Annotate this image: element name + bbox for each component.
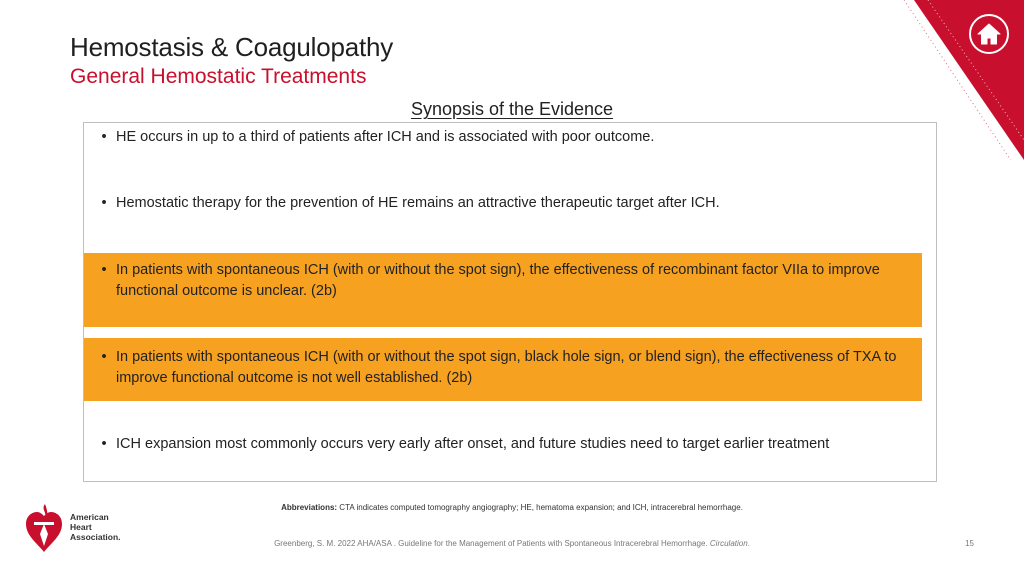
evidence-item xyxy=(84,434,922,466)
logo-wordmark xyxy=(70,512,121,542)
slide-title: Hemostasis & Coagulopathy xyxy=(70,32,394,62)
page-number: 15 xyxy=(965,539,974,548)
logo-line: American xyxy=(70,512,109,522)
abbreviations-text: CTA indicates computed tomography angiography; HE, hematoma expansion; and ICH, intracerebral hemorrhage. xyxy=(337,503,743,512)
logo-line: Heart xyxy=(70,522,92,532)
abbreviations-note xyxy=(0,503,1024,512)
evidence-text: In patients with spontaneous ICH (with or without the spot sign), the effectiveness of recombinant factor VIIa to improve functional outcome is unclear. (2b) xyxy=(116,262,880,299)
evidence-text: In patients with spontaneous ICH (with or without the spot sign, black hole sign, or blend sign), the effectiveness of TXA to improve functional outcome is not well established. (2b) xyxy=(116,349,897,386)
evidence-text: ICH expansion most commonly occurs very early after onset, and future studies need to target earlier treatment xyxy=(116,436,830,452)
home-icon xyxy=(976,22,1002,46)
bullet: • xyxy=(101,349,107,365)
home-button[interactable] xyxy=(969,14,1009,54)
evidence-text: Hemostatic therapy for the prevention of HE remains an attractive therapeutic target after ICH. xyxy=(116,195,720,211)
logo-line: Association. xyxy=(70,532,121,542)
evidence-item xyxy=(84,193,922,225)
slide-subtitle: General Hemostatic Treatments xyxy=(70,65,367,88)
citation-journal: Circulation xyxy=(709,539,748,548)
evidence-item xyxy=(84,127,922,159)
evidence-box xyxy=(83,122,937,482)
bullet: • xyxy=(101,129,107,145)
bullet: • xyxy=(101,195,107,211)
bullet: • xyxy=(101,262,107,278)
citation-text: Greenberg, S. M. 2022 AHA/ASA . Guideline for the Management of Patients with Spontaneous Intracerebral Hemorrhage. xyxy=(274,539,710,548)
evidence-item-highlighted xyxy=(84,338,922,401)
citation-end: . xyxy=(747,539,750,548)
citation xyxy=(0,539,1024,548)
bullet: • xyxy=(101,436,107,452)
evidence-item-highlighted xyxy=(84,253,922,327)
evidence-text: HE occurs in up to a third of patients after ICH and is associated with poor outcome. xyxy=(116,129,655,145)
section-heading: Synopsis of the Evidence xyxy=(410,99,614,119)
abbreviations-label: Abbreviations: xyxy=(281,503,338,512)
